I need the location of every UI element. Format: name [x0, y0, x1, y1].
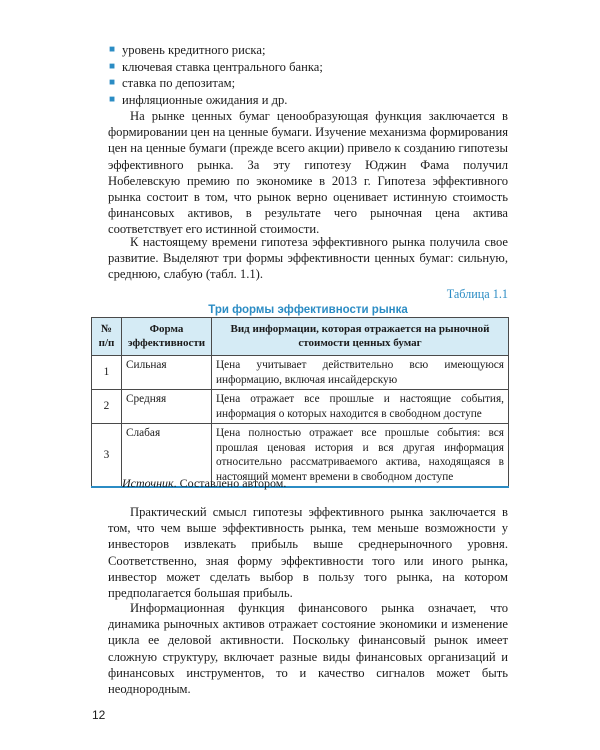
table-number: Таблица 1.1 — [446, 287, 508, 301]
table-title: Три формы эффективности рынка — [208, 304, 408, 316]
source-text: . Составлено автором. — [173, 476, 287, 490]
table-source — [122, 476, 508, 491]
cell-form: Средняя — [122, 390, 212, 424]
paragraph-efficiency-forms: К настоящему времени гипотеза эффективного рынка получила свое развитие. Выделяют три формы эффективности ценных бумаг: сильную, среднюю, слабую (табл. 1.1). — [108, 235, 508, 282]
bullet-icon: ■ — [109, 44, 116, 55]
bullet-icon: ■ — [109, 93, 116, 105]
cell-num: 2 — [92, 390, 122, 424]
list-item: ■ ключевая ставка центрального банка; — [109, 59, 323, 74]
efficiency-table — [91, 317, 509, 488]
cell-info: Цена полностью отражает все прошлые события: вся прошлая ценовая история и вся другая информация относительно рассматриваемого актива, находящаяся в настоящий момент времени в свободном доступе — [212, 424, 509, 488]
cell-num: 1 — [92, 356, 122, 390]
cell-form: Слабая — [122, 424, 212, 488]
bullet-list — [108, 42, 508, 108]
cell-info: Цена учитывает действительно всю имеющуюся информацию, включая инсайдерскую — [212, 356, 509, 390]
source-label: Источник — [122, 476, 174, 490]
cell-info: Цена отражает все прошлые и настоящие события, информация о которых находится в свободном доступе — [212, 390, 509, 424]
page-number: 12 — [92, 708, 106, 722]
bullet-icon: ■ — [109, 77, 116, 88]
paragraph-practical-meaning: Практический смысл гипотезы эффективного рынка заключается в том, что чем выше эффективность рынка, тем меньше возможности у инвесторов извлекать прибыль выше среднерыночного уровня. Соответственно, зная форму эффективности того или иного рынка, инвестор может сделать выбор в пользу того рынка, на котором предполагается большая прибыль. — [108, 505, 508, 601]
header-info: Вид информации, которая отражается на рыночной стоимости ценных бумаг — [212, 318, 509, 356]
list-item: ■ ставка по депозитам; — [109, 76, 236, 90]
header-num: № п/п — [92, 318, 122, 356]
cell-num: 3 — [92, 424, 122, 488]
table-header-row — [92, 318, 509, 356]
paragraph-price-formation: На рынке ценных бумаг ценообразующая функция заключается в формировании цен на ценные бумаги. Изучение механизма формирования цен на ценные бумаги (прежде всего акции) привело к созданию гипотезы эффективного рынка. За эту гипотезу Юджин Фама получил Нобелевскую премию по экономике в 2013 г. Гипотеза эффективного рынка состоит в том, что рынок верно оценивает истинную стоимость финансовых активов, в результате чего рыночная цена актива соответствует его истинной стоимости. — [108, 109, 508, 237]
list-item: ■ уровень кредитного риска; — [109, 43, 266, 57]
cell-form: Сильная — [122, 356, 212, 390]
list-item: ■ инфляционные ожидания и др. — [109, 92, 288, 107]
header-form: Форма эффективности — [122, 318, 212, 356]
bullet-icon: ■ — [109, 60, 116, 72]
table-row — [92, 356, 509, 390]
paragraph-information-function: Информационная функция финансового рынка означает, что динамика рыночных активов отражает состояние экономики и изменение цикла ее деловой активности. Поскольку финансовый рынок имеет сложную структуру, включает разные виды финансовых организаций и финансовых инструментов, то и качество сигналов может быть неоднородным. — [108, 601, 508, 697]
table-row — [92, 390, 509, 424]
